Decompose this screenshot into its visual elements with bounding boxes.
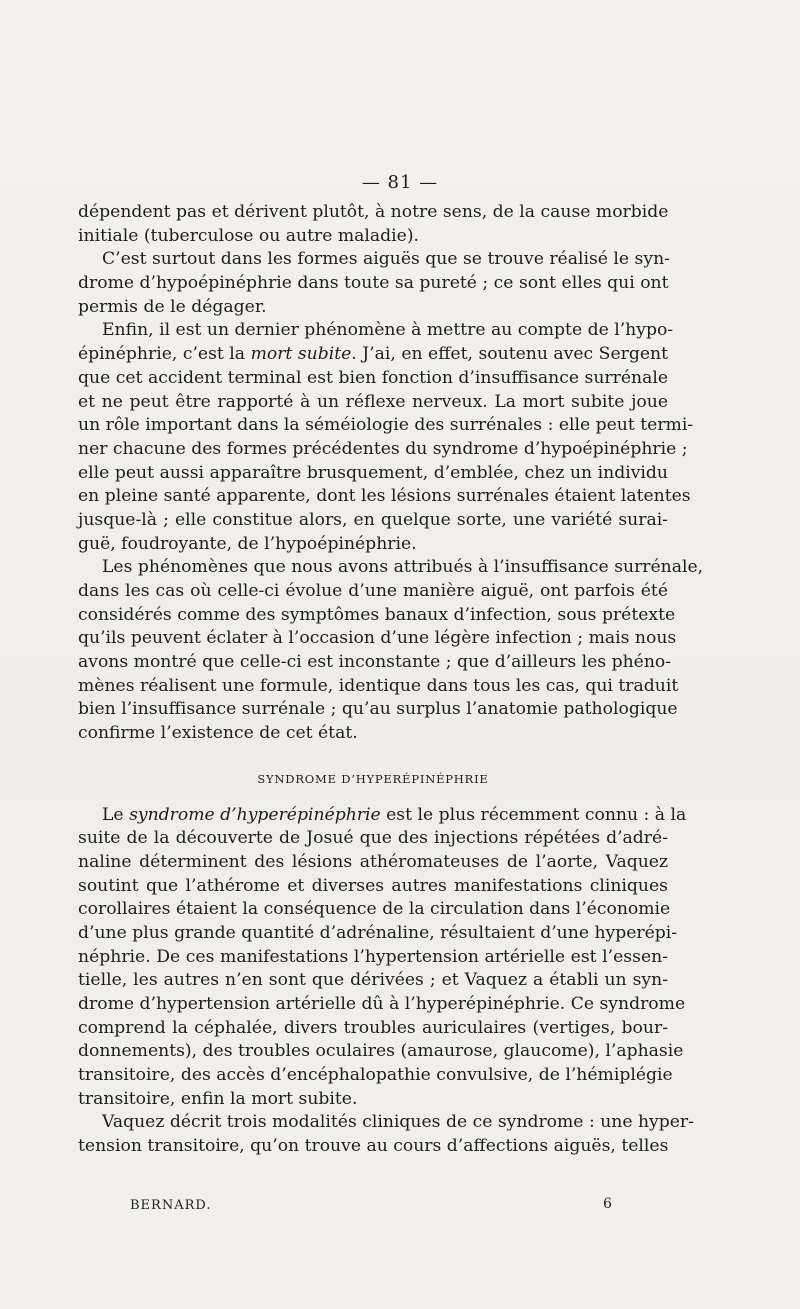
text-line: bien l’insuffisance surrénale ; qu’au surplus l’anatomie pathologique: [78, 699, 678, 720]
body-text: [78, 201, 704, 1159]
text-line: tielle, les autres n’en sont que dérivées ; et Vaquez a établi un syn-: [78, 970, 668, 991]
text-line: transitoire, enfin la mort subite.: [78, 1088, 358, 1109]
text-line: transitoire, des accès d’encéphalopathie convulsive, de l’hémiplégie: [78, 1065, 673, 1086]
text-line: [78, 804, 687, 828]
text-line: Enfin, il est un dernier phénomène à mettre au compte de l’hypo-: [102, 320, 674, 341]
text-line: elle peut aussi apparaître brusquement, d’emblée, chez un individu: [78, 462, 668, 483]
signature-mark: 6: [603, 1196, 612, 1212]
text-line: Vaquez décrit trois modalités cliniques de ce syndrome : une hyper-: [102, 1112, 694, 1133]
text-run: . J’ai, en effet, soutenu avec Sergent: [351, 344, 668, 365]
text-line: en pleine santé apparente, dont les lésions surrénales étaient latentes: [78, 486, 691, 507]
text-line: d’une plus grande quantité d’adrénaline, résultaient d’une hyperépi-: [78, 922, 678, 943]
footer-author: BERNARD.: [130, 1198, 212, 1213]
text-line: qu’ils peuvent éclater à l’occasion d’une légère infection ; mais nous: [78, 628, 677, 649]
text-line: et ne peut être rapporté à un réflexe nerveux. La mort subite joue: [78, 391, 668, 412]
text-line: dépendent pas et dérivent plutôt, à notre sens, de la cause morbide: [78, 202, 669, 222]
text-run: est le plus récemment connu : à la: [380, 804, 687, 825]
text-line: soutint que l’athérome et diverses autres manifestations cliniques: [78, 875, 668, 896]
text-line: que cet accident terminal est bien fonction d’insuffisance surrénale: [78, 367, 668, 388]
text-line: [78, 343, 668, 367]
text-line: naline déterminent des lésions athéromateuses de l’aorte, Vaquez: [78, 851, 668, 872]
italic-term: syndrome d’hyperépinéphrie: [129, 804, 381, 825]
paragraph: [78, 201, 668, 248]
text-line: confirme l’existence de cet état.: [78, 723, 358, 744]
text-run: Le: [102, 804, 130, 825]
text-line: corollaires étaient la conséquence de la circulation dans l’économie: [78, 899, 671, 920]
text-line: permis de le dégager.: [78, 296, 267, 317]
text-line: comprend la céphalée, divers troubles auriculaires (vertiges, bour-: [78, 1017, 668, 1038]
text-line: ner chacune des formes précédentes du syndrome d’hypoépinéphrie ;: [78, 438, 688, 459]
paragraph: [78, 556, 704, 746]
paragraph: [78, 248, 668, 319]
paragraph: [78, 1111, 694, 1158]
text-line: guë, foudroyante, de l’hypoépinéphrie.: [78, 533, 417, 554]
text-line: donnements), des troubles oculaires (amaurose, glaucome), l’aphasie: [78, 1041, 684, 1062]
text-line: initiale (tuberculose ou autre maladie).: [78, 225, 419, 246]
section-heading: SYNDROME D’HYPERÉPINÉPHRIE: [257, 771, 489, 786]
text-line: tension transitoire, qu’on trouve au cours d’affections aiguës, telles: [78, 1136, 669, 1157]
italic-term: mort subite: [250, 344, 352, 365]
text-line: C’est surtout dans les formes aiguës que se trouve réalisé le syn-: [102, 249, 670, 270]
page-number: — 81 —: [361, 172, 439, 193]
text-line: drome d’hypertension artérielle dû à l’hyperépinéphrie. Ce syndrome: [78, 994, 686, 1014]
text-line: suite de la découverte de Josué que des injections répétées d’adré-: [78, 828, 668, 849]
text-line: dans les cas où celle-ci évolue d’une manière aiguë, ont parfois été: [78, 581, 668, 601]
paragraph: [78, 804, 687, 1112]
paragraph: [78, 319, 694, 556]
text-line: avons montré que celle-ci est inconstante ; que d’ailleurs les phéno-: [78, 652, 672, 673]
text-line: néphrie. De ces manifestations l’hypertension artérielle est l’essen-: [78, 946, 668, 967]
text-line: considérés comme des symptômes banaux d’infection, sous prétexte: [78, 604, 676, 625]
text-line: Les phénomènes que nous avons attribués à l’insuffisance surrénale,: [102, 557, 704, 578]
text-line: un rôle important dans la séméiologie des surrénales : elle peut termi-: [78, 415, 694, 436]
text-run: épinéphrie, c’est la: [78, 344, 251, 365]
text-line: mènes réalisent une formule, identique dans tous les cas, qui traduit: [78, 675, 679, 696]
text-line: drome d’hypoépinéphrie dans toute sa pureté ; ce sont elles qui ont: [78, 273, 669, 294]
text-line: jusque-là ; elle constitue alors, en quelque sorte, une variété surai-: [78, 509, 668, 530]
